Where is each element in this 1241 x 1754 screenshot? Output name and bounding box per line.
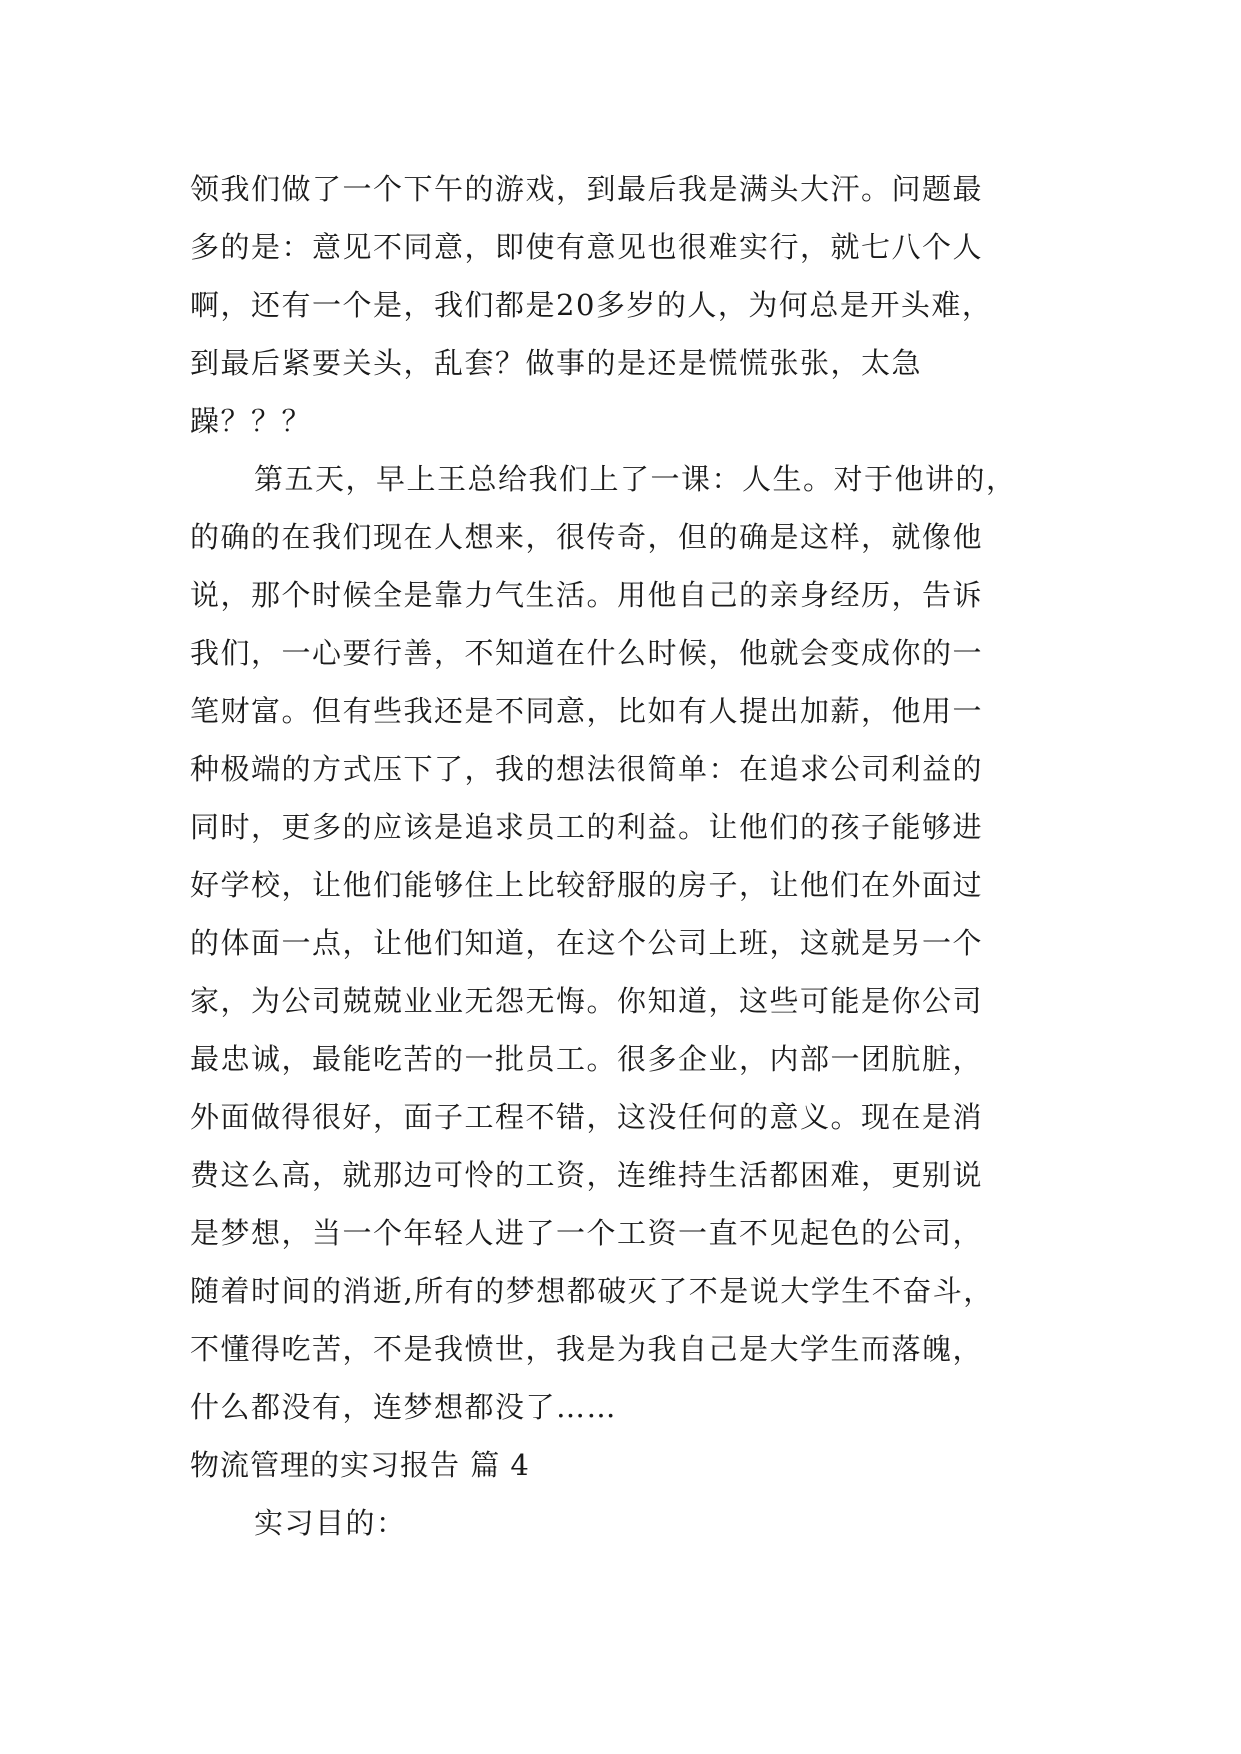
text-line: 是梦想，当一个年轻人进了一个工资一直不见起色的公司，: [190, 1216, 984, 1250]
document-body: [190, 160, 1060, 1552]
text-line: 我们，一心要行善，不知道在什么时候，他就会变成你的一: [190, 636, 984, 670]
text-line: 最忠诚，最能吃苦的一批员工。很多企业，内部一团肮脏，: [190, 1042, 984, 1076]
text-line: 第五天，早上王总给我们上了一课：人生。对于他讲的，: [254, 462, 1017, 496]
text-line: 随着时间的消逝,所有的梦想都破灭了不是说大学生不奋斗，: [190, 1274, 994, 1308]
text-line: 外面做得很好，面子工程不错，这没任何的意义。现在是消: [190, 1100, 984, 1134]
text-line: 的确的在我们现在人想来，很传奇，但的确是这样，就像他: [190, 520, 984, 554]
text-line: 说，那个时候全是靠力气生活。用他自己的亲身经历，告诉: [190, 578, 984, 612]
section-heading: 物流管理的实习报告 篇 4: [190, 1448, 530, 1482]
text-line: 到最后紧要关头，乱套？做事的是还是慌慌张张，太急: [190, 346, 923, 380]
text-line: 笔财富。但有些我还是不同意，比如有人提出加薪，他用一: [190, 694, 984, 728]
text-line: 费这么高，就那边可怜的工资，连维持生活都困难，更别说: [190, 1158, 984, 1192]
text-line: 的体面一点，让他们知道，在这个公司上班，这就是另一个: [190, 926, 984, 960]
text-line: 领我们做了一个下午的游戏，到最后我是满头大汗。问题最: [190, 172, 984, 206]
text-line: 什么都没有，连梦想都没了……: [190, 1390, 618, 1424]
text-line: 不懂得吃苦，不是我愤世，我是为我自己是大学生而落魄，: [190, 1332, 984, 1366]
text-line: 好学校，让他们能够住上比较舒服的房子，让他们在外面过: [190, 868, 984, 902]
text-line: 躁？？？: [190, 404, 313, 438]
text-line: 种极端的方式压下了，我的想法很简单：在追求公司利益的: [190, 752, 984, 786]
text-line: 家，为公司兢兢业业无怨无悔。你知道，这些可能是你公司: [190, 984, 984, 1018]
text-line: 啊，还有一个是，我们都是20多岁的人，为何总是开头难，: [190, 288, 993, 322]
paragraph-2: [190, 450, 1060, 1436]
subheading: 实习目的：: [254, 1506, 407, 1540]
text-line: 同时，更多的应该是追求员工的利益。让他们的孩子能够进: [190, 810, 984, 844]
paragraph-1: [190, 160, 1060, 450]
text-line: 多的是：意见不同意，即使有意见也很难实行，就七八个人: [190, 230, 984, 264]
